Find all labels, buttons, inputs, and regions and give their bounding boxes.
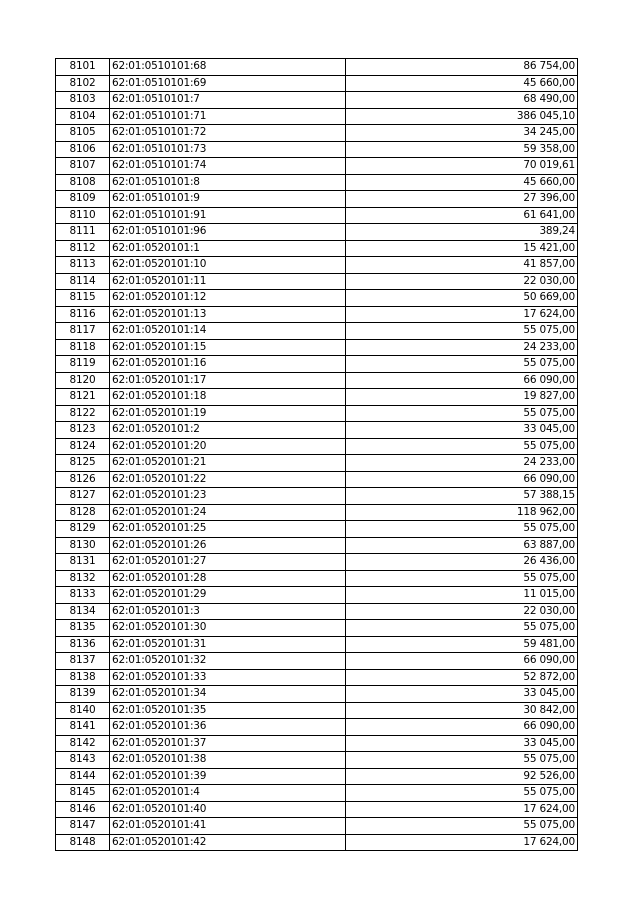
cadastral-number-cell: 62:01:0520101:26 [110,537,346,554]
row-number-cell: 8104 [56,108,110,125]
table-row [56,240,578,257]
row-number-cell: 8147 [56,818,110,835]
cadastral-number-cell: 62:01:0520101:14 [110,323,346,340]
table-row [56,389,578,406]
cadastral-number-cell: 62:01:0520101:37 [110,735,346,752]
cadastral-number-cell: 62:01:0520101:2 [110,422,346,439]
value-cell: 63 887,00 [346,537,578,554]
cadastral-number-cell: 62:01:0520101:29 [110,587,346,604]
row-number-cell: 8133 [56,587,110,604]
row-number-cell: 8144 [56,768,110,785]
table-row [56,702,578,719]
row-number-cell: 8107 [56,158,110,175]
table-row [56,521,578,538]
value-cell: 55 075,00 [346,818,578,835]
table-row [56,801,578,818]
cadastral-number-cell: 62:01:0520101:18 [110,389,346,406]
value-cell: 30 842,00 [346,702,578,719]
cadastral-number-cell: 62:01:0520101:27 [110,554,346,571]
row-number-cell: 8105 [56,125,110,142]
value-cell: 66 090,00 [346,471,578,488]
row-number-cell: 8128 [56,504,110,521]
table-row [56,653,578,670]
table-row [56,108,578,125]
cadastral-number-cell: 62:01:0520101:16 [110,356,346,373]
cadastral-number-cell: 62:01:0520101:23 [110,488,346,505]
table-row [56,570,578,587]
cadastral-value-table [55,58,578,851]
value-cell: 61 641,00 [346,207,578,224]
cadastral-number-cell: 62:01:0520101:25 [110,521,346,538]
value-cell: 45 660,00 [346,174,578,191]
table-row [56,92,578,109]
value-cell: 386 045,10 [346,108,578,125]
row-number-cell: 8132 [56,570,110,587]
value-cell: 55 075,00 [346,752,578,769]
row-number-cell: 8122 [56,405,110,422]
table-row [56,273,578,290]
table-row [56,207,578,224]
row-number-cell: 8127 [56,488,110,505]
value-cell: 33 045,00 [346,422,578,439]
table-row [56,339,578,356]
cadastral-number-cell: 62:01:0520101:24 [110,504,346,521]
table-row [56,125,578,142]
table-row [56,141,578,158]
table-row [56,290,578,307]
cadastral-number-cell: 62:01:0510101:69 [110,75,346,92]
value-cell: 22 030,00 [346,273,578,290]
value-cell: 26 436,00 [346,554,578,571]
row-number-cell: 8140 [56,702,110,719]
cadastral-number-cell: 62:01:0520101:11 [110,273,346,290]
value-cell: 17 624,00 [346,801,578,818]
cadastral-number-cell: 62:01:0520101:12 [110,290,346,307]
cadastral-number-cell: 62:01:0510101:72 [110,125,346,142]
table-row [56,686,578,703]
table-row [56,471,578,488]
cadastral-number-cell: 62:01:0510101:71 [110,108,346,125]
value-cell: 59 358,00 [346,141,578,158]
row-number-cell: 8134 [56,603,110,620]
row-number-cell: 8108 [56,174,110,191]
value-cell: 11 015,00 [346,587,578,604]
row-number-cell: 8115 [56,290,110,307]
table-row [56,488,578,505]
table-row [56,356,578,373]
table-row [56,752,578,769]
cadastral-number-cell: 62:01:0520101:32 [110,653,346,670]
table-row [56,785,578,802]
value-cell: 389,24 [346,224,578,241]
row-number-cell: 8145 [56,785,110,802]
table-row [56,504,578,521]
value-cell: 15 421,00 [346,240,578,257]
table-row [56,719,578,736]
cadastral-number-cell: 62:01:0510101:96 [110,224,346,241]
cadastral-number-cell: 62:01:0510101:9 [110,191,346,208]
value-cell: 17 624,00 [346,834,578,851]
cadastral-number-cell: 62:01:0520101:13 [110,306,346,323]
row-number-cell: 8141 [56,719,110,736]
cadastral-number-cell: 62:01:0520101:33 [110,669,346,686]
cadastral-number-cell: 62:01:0510101:74 [110,158,346,175]
value-cell: 17 624,00 [346,306,578,323]
value-cell: 24 233,00 [346,339,578,356]
table-row [56,174,578,191]
row-number-cell: 8109 [56,191,110,208]
value-cell: 66 090,00 [346,719,578,736]
row-number-cell: 8137 [56,653,110,670]
row-number-cell: 8113 [56,257,110,274]
cadastral-number-cell: 62:01:0520101:21 [110,455,346,472]
table-row [56,603,578,620]
value-cell: 34 245,00 [346,125,578,142]
row-number-cell: 8118 [56,339,110,356]
cadastral-number-cell: 62:01:0520101:15 [110,339,346,356]
table-row [56,818,578,835]
row-number-cell: 8136 [56,636,110,653]
cadastral-number-cell: 62:01:0510101:73 [110,141,346,158]
value-cell: 50 669,00 [346,290,578,307]
cadastral-number-cell: 62:01:0520101:1 [110,240,346,257]
row-number-cell: 8110 [56,207,110,224]
cadastral-number-cell: 62:01:0520101:42 [110,834,346,851]
value-cell: 55 075,00 [346,438,578,455]
cadastral-number-cell: 62:01:0520101:39 [110,768,346,785]
table-row [56,323,578,340]
row-number-cell: 8121 [56,389,110,406]
cadastral-number-cell: 62:01:0520101:4 [110,785,346,802]
table-row [56,455,578,472]
value-cell: 55 075,00 [346,405,578,422]
row-number-cell: 8106 [56,141,110,158]
row-number-cell: 8139 [56,686,110,703]
table-row [56,306,578,323]
value-cell: 19 827,00 [346,389,578,406]
row-number-cell: 8123 [56,422,110,439]
row-number-cell: 8114 [56,273,110,290]
value-cell: 45 660,00 [346,75,578,92]
value-cell: 41 857,00 [346,257,578,274]
row-number-cell: 8117 [56,323,110,340]
table-row [56,422,578,439]
cadastral-number-cell: 62:01:0520101:17 [110,372,346,389]
value-cell: 86 754,00 [346,59,578,76]
row-number-cell: 8131 [56,554,110,571]
row-number-cell: 8146 [56,801,110,818]
value-cell: 27 396,00 [346,191,578,208]
row-number-cell: 8116 [56,306,110,323]
table-row [56,59,578,76]
value-cell: 55 075,00 [346,570,578,587]
value-cell: 55 075,00 [346,521,578,538]
row-number-cell: 8103 [56,92,110,109]
cadastral-number-cell: 62:01:0510101:8 [110,174,346,191]
table-row [56,620,578,637]
table-row [56,537,578,554]
value-cell: 66 090,00 [346,372,578,389]
row-number-cell: 8142 [56,735,110,752]
row-number-cell: 8138 [56,669,110,686]
table-row [56,405,578,422]
cadastral-number-cell: 62:01:0520101:30 [110,620,346,637]
row-number-cell: 8129 [56,521,110,538]
value-cell: 55 075,00 [346,356,578,373]
cadastral-number-cell: 62:01:0520101:3 [110,603,346,620]
cadastral-number-cell: 62:01:0510101:68 [110,59,346,76]
table-row [56,75,578,92]
row-number-cell: 8143 [56,752,110,769]
value-cell: 33 045,00 [346,735,578,752]
table-row [56,735,578,752]
table-row [56,372,578,389]
cadastral-number-cell: 62:01:0520101:10 [110,257,346,274]
table-row [56,158,578,175]
value-cell: 33 045,00 [346,686,578,703]
table-row [56,636,578,653]
value-cell: 22 030,00 [346,603,578,620]
cadastral-number-cell: 62:01:0520101:19 [110,405,346,422]
cadastral-number-cell: 62:01:0510101:7 [110,92,346,109]
value-cell: 55 075,00 [346,620,578,637]
cadastral-number-cell: 62:01:0520101:38 [110,752,346,769]
value-cell: 118 962,00 [346,504,578,521]
table-body [56,59,578,851]
cadastral-number-cell: 62:01:0520101:34 [110,686,346,703]
cadastral-number-cell: 62:01:0520101:41 [110,818,346,835]
table-row [56,834,578,851]
row-number-cell: 8148 [56,834,110,851]
row-number-cell: 8119 [56,356,110,373]
row-number-cell: 8124 [56,438,110,455]
table-row [56,224,578,241]
cadastral-number-cell: 62:01:0510101:91 [110,207,346,224]
value-cell: 55 075,00 [346,323,578,340]
table-row [56,587,578,604]
table-row [56,554,578,571]
value-cell: 55 075,00 [346,785,578,802]
row-number-cell: 8102 [56,75,110,92]
value-cell: 92 526,00 [346,768,578,785]
value-cell: 59 481,00 [346,636,578,653]
table-row [56,768,578,785]
row-number-cell: 8125 [56,455,110,472]
row-number-cell: 8112 [56,240,110,257]
cadastral-number-cell: 62:01:0520101:20 [110,438,346,455]
table-row [56,191,578,208]
cadastral-number-cell: 62:01:0520101:35 [110,702,346,719]
cadastral-number-cell: 62:01:0520101:36 [110,719,346,736]
value-cell: 70 019,61 [346,158,578,175]
cadastral-number-cell: 62:01:0520101:22 [110,471,346,488]
value-cell: 57 388,15 [346,488,578,505]
cadastral-number-cell: 62:01:0520101:28 [110,570,346,587]
value-cell: 52 872,00 [346,669,578,686]
value-cell: 66 090,00 [346,653,578,670]
table-row [56,438,578,455]
row-number-cell: 8135 [56,620,110,637]
row-number-cell: 8120 [56,372,110,389]
value-cell: 24 233,00 [346,455,578,472]
cadastral-number-cell: 62:01:0520101:31 [110,636,346,653]
row-number-cell: 8101 [56,59,110,76]
cadastral-number-cell: 62:01:0520101:40 [110,801,346,818]
row-number-cell: 8126 [56,471,110,488]
row-number-cell: 8130 [56,537,110,554]
table-row [56,257,578,274]
table-row [56,669,578,686]
value-cell: 68 490,00 [346,92,578,109]
row-number-cell: 8111 [56,224,110,241]
